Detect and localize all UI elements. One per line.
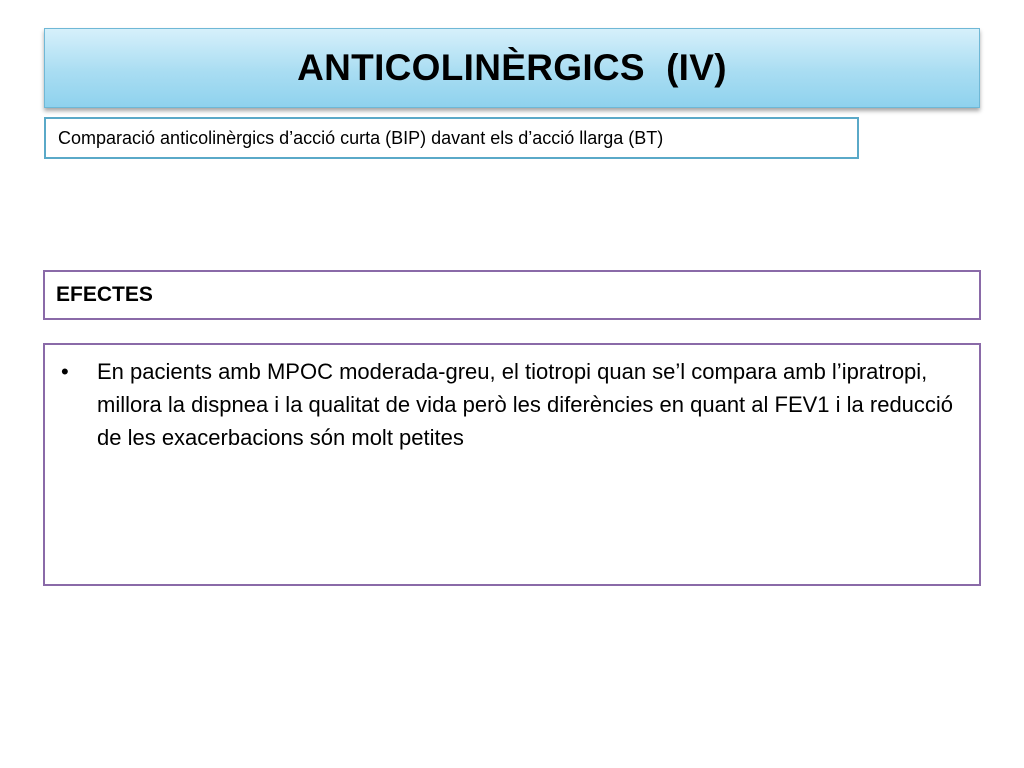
bullet-text: En pacients amb MPOC moderada-greu, el tiotropi quan se’l compara amb l’ipratropi, millora la dispnea i la qualitat de vida però les diferències en quant al FEV1 i la reducció de les exacerbacions són molt petites [97, 359, 954, 450]
slide-subtitle: Comparació anticolinèrgics d’acció curta (BIP) davant els d’acció llarga (BT) [58, 127, 664, 148]
slide-title: ANTICOLINÈRGICS (IV) [297, 47, 727, 88]
bullet-marker: • [61, 359, 69, 384]
bullet-item [57, 355, 965, 454]
title-banner [44, 28, 980, 108]
subtitle-box [44, 117, 859, 159]
section-header-box [43, 270, 981, 320]
section-heading: EFECTES [56, 283, 153, 306]
content-box [43, 343, 981, 586]
bullet-list [57, 355, 965, 454]
